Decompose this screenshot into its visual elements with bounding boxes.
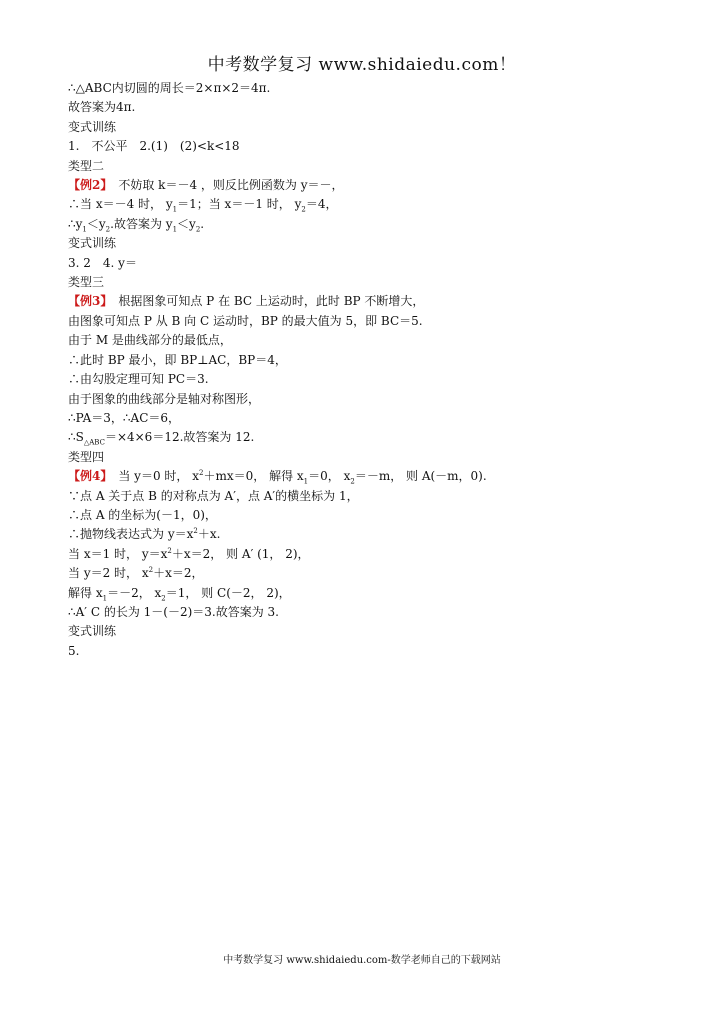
text-line: ∴A′ C 的长为 1－(－2)＝3.故答案为 3. bbox=[68, 604, 279, 619]
text-line: $\therefore S_{\triangle ABC}=\times 4\times 6=12$.故答案为 12. bbox=[68, 430, 255, 447]
text-line: ∴由勾股定理可知 PC＝3. bbox=[68, 372, 209, 387]
text-line: 由于 M 是曲线部分的最低点， bbox=[68, 333, 232, 348]
text-line: 当 y＝2 时， $x^2+x=2$， bbox=[68, 566, 204, 581]
text-line: 解得 $x_1=-2$， $x_2=1$， 则 C(－2， 2)， bbox=[68, 585, 291, 602]
section-heading: 变式训练 bbox=[68, 236, 117, 251]
page-footer: 中考数学复习 www.shidaiedu.com-数学老师自己的下载网站 bbox=[223, 955, 501, 966]
text-line: 3. 2 4. y＝ bbox=[68, 255, 137, 270]
text-line: ∴△ABC内切圆的周长＝2×π×2＝4π. bbox=[68, 81, 271, 95]
example-4-line: 【例4】 当 y＝0 时， $x^2+mx=0$， 解得 $x_1=0$， $x_2=-m$， 则 A(－m，0). bbox=[68, 469, 487, 486]
text-line: 5. bbox=[68, 643, 80, 658]
example-tag: 【例4】 bbox=[68, 469, 107, 484]
section-heading: 变式训练 bbox=[68, 119, 117, 134]
text-line: 由图象可知点 P 从 B 向 C 运动时，BP 的最大值为 5，即 BC＝5. bbox=[68, 313, 423, 328]
section-heading: 变式训练 bbox=[68, 624, 117, 639]
text-line: 1. 不公平 2.(1) (2)<k<18 bbox=[68, 139, 240, 154]
text-line: ∴PA＝3，∴AC＝6， bbox=[68, 410, 181, 425]
example-3-line: 【例3】 根据图象可知点 P 在 BC 上运动时，此时 BP 不断增大， bbox=[68, 294, 425, 309]
text-line: ∴当 x＝－4 时， $y_1=1$；当 x＝－1 时， $y_2=4$， bbox=[68, 197, 338, 214]
example-tag: 【例3】 bbox=[68, 294, 107, 309]
text-line: ∴抛物线表达式为 $y=x^2+x$. bbox=[68, 527, 221, 542]
document-body bbox=[68, 79, 668, 661]
text-line: $\therefore y_1<y_2$.故答案为 $y_1<y_2$. bbox=[68, 216, 205, 234]
example-2-line: 【例2】 不妨取 k＝－4 ，则反比例函数为 y＝－， bbox=[68, 178, 344, 193]
text-line: ∴点 A 的坐标为(－1，0)， bbox=[68, 507, 217, 522]
section-heading: 类型二 bbox=[68, 158, 105, 173]
page-header-title: 中考数学复习 www.shidaiedu.com！ bbox=[207, 55, 517, 75]
section-heading: 类型三 bbox=[68, 275, 105, 290]
text-line: 故答案为4π. bbox=[68, 100, 136, 115]
text-line: ∴此时 BP 最小，即 BP⊥AC，BP＝4， bbox=[68, 352, 287, 367]
example-tag: 【例2】 bbox=[68, 178, 107, 193]
text-line: 由于图象的曲线部分是轴对称图形， bbox=[68, 391, 261, 406]
section-heading: 类型四 bbox=[68, 449, 105, 464]
text-line: 当 x＝1 时， $y=x^2+x=2$， 则 A′ (1， 2)， bbox=[68, 546, 310, 561]
text-line: ∵点 A 关于点 B 的对称点为 A′，点 A′的横坐标为 1， bbox=[68, 488, 359, 503]
